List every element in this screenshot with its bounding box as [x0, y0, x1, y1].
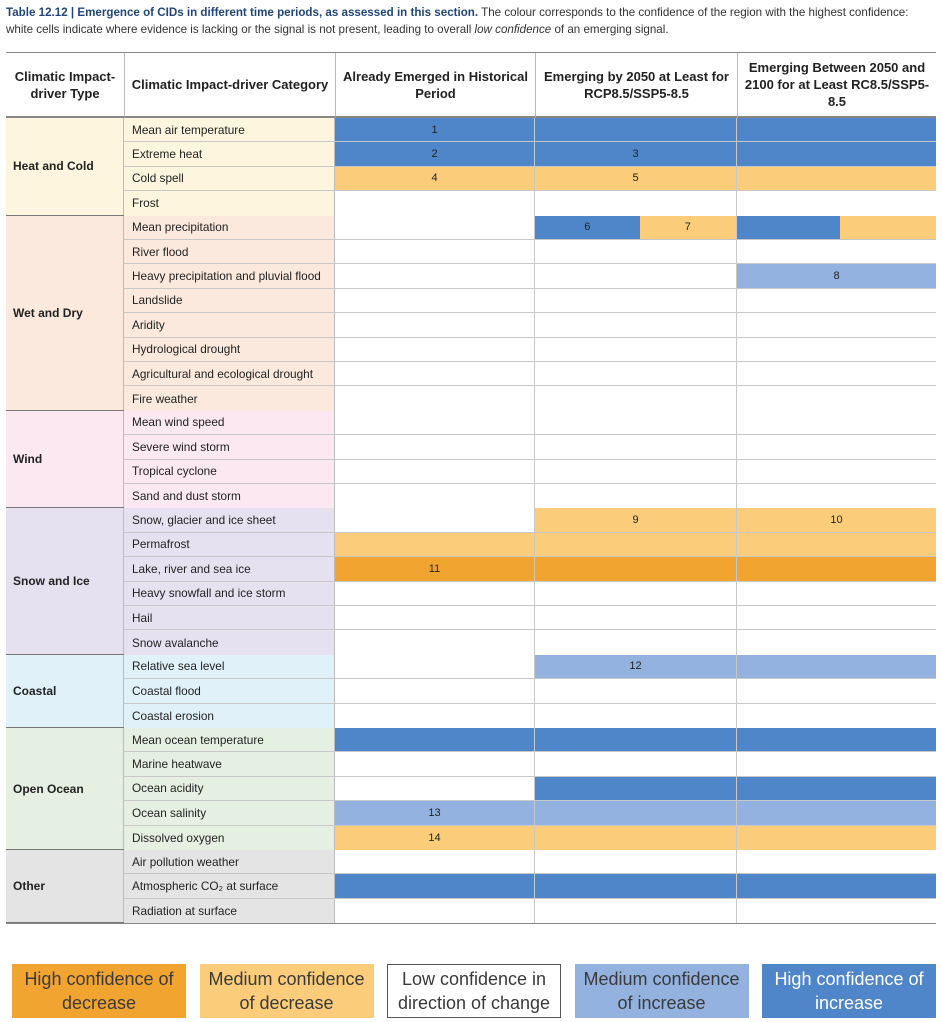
table-row — [124, 508, 936, 532]
cell-c2100 — [737, 728, 936, 751]
cell-c2100 — [737, 484, 936, 508]
category-label: Mean air temperature — [124, 118, 335, 141]
cell-c2100 — [737, 557, 936, 580]
legend-high-increase: High confidence of increase — [762, 964, 936, 1018]
cell-hist — [335, 118, 535, 141]
cell-hist — [335, 850, 535, 873]
cell-hist — [335, 191, 535, 215]
cell-c2100 — [737, 533, 936, 556]
header-historical: Already Emerged in Historical Period — [335, 53, 535, 118]
table-row — [124, 850, 936, 874]
cell-hist — [335, 289, 535, 312]
category-label: Dissolved oxygen — [124, 826, 335, 850]
cell-c2050 — [535, 533, 737, 556]
cell-hist — [335, 167, 535, 190]
cell-c2050 — [535, 313, 737, 336]
header-2050: Emerging by 2050 at Least for RCP8.5/SSP5-8.5 — [535, 53, 737, 118]
category-label: Marine heatwave — [124, 752, 335, 775]
cell-c2100 — [737, 899, 936, 923]
category-label: Heavy snowfall and ice storm — [124, 582, 335, 605]
cell-c2100 — [737, 850, 936, 873]
cell-hist — [335, 435, 535, 458]
cell-c2050 — [535, 435, 737, 458]
cell-hist — [335, 606, 535, 629]
cell-c2100 — [737, 508, 936, 531]
cell-c2050 — [535, 508, 737, 531]
cell-hist — [335, 362, 535, 385]
footnote-number: 3 — [632, 148, 639, 161]
cell-hist — [335, 508, 535, 531]
category-label: Landslide — [124, 289, 335, 312]
category-label: Permafrost — [124, 533, 335, 556]
cell-c2050 — [535, 826, 737, 850]
footnote-number: 6 — [584, 221, 591, 234]
cell-hist — [335, 801, 535, 824]
cell-hist — [335, 460, 535, 483]
cell-hist — [335, 264, 535, 287]
cell-hist — [335, 313, 535, 336]
table-row — [124, 655, 936, 679]
cell-hist — [335, 899, 535, 923]
cell-c2100 — [737, 118, 936, 141]
group-other — [6, 850, 936, 923]
table-row — [124, 264, 936, 288]
table-row — [124, 728, 936, 752]
legend-med-decrease: Medium confidence of decrease — [200, 964, 374, 1018]
cell-hist — [335, 533, 535, 556]
cell-hist — [335, 411, 535, 434]
type-label: Snow and Ice — [6, 508, 124, 653]
cell-c2050 — [535, 142, 737, 165]
cell-hist — [335, 777, 535, 800]
cell-c2100 — [737, 606, 936, 629]
table-row — [124, 460, 936, 484]
table-row — [124, 801, 936, 825]
cell-hist — [335, 142, 535, 165]
cell-c2050 — [535, 899, 737, 923]
cell-c2100 — [737, 582, 936, 605]
cell-half-a — [535, 216, 640, 239]
category-label: Fire weather — [124, 386, 335, 410]
category-label: Coastal flood — [124, 679, 335, 702]
cell-c2100 — [737, 167, 936, 190]
cell-c2100 — [737, 240, 936, 263]
category-label: Cold spell — [124, 167, 335, 190]
category-label: Mean ocean temperature — [124, 728, 335, 751]
cell-c2050 — [535, 606, 737, 629]
table-row — [124, 289, 936, 313]
cell-half-a — [737, 216, 840, 239]
table-row — [124, 484, 936, 508]
category-label: Snow, glacier and ice sheet — [124, 508, 335, 531]
cell-c2100 — [737, 216, 936, 239]
cell-hist — [335, 338, 535, 361]
table-row — [124, 435, 936, 459]
table-row — [124, 630, 936, 654]
cell-c2050 — [535, 582, 737, 605]
category-label: Frost — [124, 191, 335, 215]
caption-italic: low confidence — [474, 23, 552, 36]
caption-title: Emergence of CIDs in different time periods, as assessed in this section. — [77, 6, 479, 19]
cell-c2050 — [535, 386, 737, 410]
table-row — [124, 386, 936, 410]
category-label: Mean wind speed — [124, 411, 335, 434]
table-row — [124, 557, 936, 581]
type-label: Wind — [6, 411, 124, 508]
group-snow-and-ice — [6, 508, 936, 654]
category-label: Coastal erosion — [124, 704, 335, 728]
footnote-number: 4 — [431, 172, 438, 185]
cell-c2050 — [535, 704, 737, 728]
table-row — [124, 313, 936, 337]
table-caption — [6, 4, 938, 38]
legend-low: Low confidence in direction of change — [387, 964, 561, 1018]
type-label: Other — [6, 850, 124, 922]
cell-c2100 — [737, 752, 936, 775]
header-category: Climatic Impact-driver Category — [124, 53, 335, 118]
cell-c2100 — [737, 801, 936, 824]
cell-c2050 — [535, 752, 737, 775]
category-label: Radiation at surface — [124, 899, 335, 923]
cell-c2100 — [737, 679, 936, 702]
table-row — [124, 362, 936, 386]
category-label: Hydrological drought — [124, 338, 335, 361]
cell-c2100 — [737, 435, 936, 458]
table-row — [124, 826, 936, 850]
footnote-number: 14 — [428, 831, 441, 844]
footnote-number: 9 — [632, 514, 639, 527]
category-label: Air pollution weather — [124, 850, 335, 873]
category-label: Heavy precipitation and pluvial flood — [124, 264, 335, 287]
legend-high-decrease: High confidence of decrease — [12, 964, 186, 1018]
table-row — [124, 338, 936, 362]
table-row — [124, 216, 936, 240]
category-label: Snow avalanche — [124, 630, 335, 654]
cell-hist — [335, 240, 535, 263]
type-label: Wet and Dry — [6, 216, 124, 410]
footnote-number: 11 — [428, 562, 441, 575]
group-wet-and-dry — [6, 216, 936, 411]
table-row — [124, 874, 936, 898]
header-2100: Emerging Between 2050 and 2100 for at Least RC8.5/SSP5-8.5 — [737, 53, 936, 118]
table-row — [124, 240, 936, 264]
cell-c2050 — [535, 460, 737, 483]
category-label: Atmospheric CO₂ at surface — [124, 874, 335, 897]
header-type: Climatic Impact-driver Type — [6, 53, 124, 118]
table-row — [124, 752, 936, 776]
table-row — [124, 167, 936, 191]
cell-c2100 — [737, 777, 936, 800]
cell-c2100 — [737, 460, 936, 483]
cell-hist — [335, 874, 535, 897]
cell-c2050 — [535, 167, 737, 190]
legend — [12, 964, 936, 1018]
category-label: Tropical cyclone — [124, 460, 335, 483]
cell-c2050 — [535, 362, 737, 385]
cell-c2100 — [737, 142, 936, 165]
table-row — [124, 582, 936, 606]
cell-c2050 — [535, 118, 737, 141]
footnote-number: 2 — [431, 148, 438, 161]
cell-c2050 — [535, 630, 737, 654]
cell-hist — [335, 582, 535, 605]
cell-hist — [335, 704, 535, 728]
group-heat-and-cold — [6, 118, 936, 216]
category-label: River flood — [124, 240, 335, 263]
group-coastal — [6, 655, 936, 728]
category-label: Agricultural and ecological drought — [124, 362, 335, 385]
cell-c2050 — [535, 289, 737, 312]
cid-emergence-table — [6, 52, 936, 924]
table-row — [124, 777, 936, 801]
cell-c2050 — [535, 777, 737, 800]
cell-c2050 — [535, 557, 737, 580]
cell-hist — [335, 386, 535, 410]
cell-c2100 — [737, 826, 936, 850]
footnote-number: 8 — [833, 270, 840, 283]
category-label: Mean precipitation — [124, 216, 335, 239]
footnote-number: 10 — [830, 514, 843, 527]
category-label: Aridity — [124, 313, 335, 336]
table-row — [124, 191, 936, 215]
caption-text-before: The colour corresponds to the confidence of the region with the highest confidence: white cells indicate where evidence is lacking or the signal is not present, leading to overall — [6, 6, 909, 36]
group-open-ocean — [6, 728, 936, 850]
cell-c2050 — [535, 484, 737, 508]
cell-c2050 — [535, 655, 737, 678]
cell-half-b — [840, 216, 936, 239]
category-label: Lake, river and sea ice — [124, 557, 335, 580]
cell-c2050 — [535, 411, 737, 434]
type-label: Heat and Cold — [6, 118, 124, 215]
cell-c2100 — [737, 655, 936, 678]
cell-c2100 — [737, 191, 936, 215]
cell-c2050 — [535, 850, 737, 873]
table-row — [124, 142, 936, 166]
cell-hist — [335, 216, 535, 239]
cell-c2100 — [737, 874, 936, 897]
table-row — [124, 704, 936, 728]
cell-c2050 — [535, 191, 737, 215]
cell-c2100 — [737, 338, 936, 361]
legend-med-increase: Medium confidence of increase — [575, 964, 749, 1018]
category-label: Sand and dust storm — [124, 484, 335, 508]
category-label: Extreme heat — [124, 142, 335, 165]
table-row — [124, 679, 936, 703]
cell-c2100 — [737, 630, 936, 654]
cell-hist — [335, 630, 535, 654]
type-label: Open Ocean — [6, 728, 124, 849]
cell-c2050 — [535, 801, 737, 824]
category-label: Severe wind storm — [124, 435, 335, 458]
footnote-number: 7 — [684, 221, 691, 234]
cell-c2100 — [737, 289, 936, 312]
cell-c2100 — [737, 704, 936, 728]
table-row — [124, 606, 936, 630]
group-wind — [6, 411, 936, 509]
table-row — [124, 411, 936, 435]
cell-c2050 — [535, 874, 737, 897]
cell-c2100 — [737, 411, 936, 434]
cell-hist — [335, 484, 535, 508]
table-row — [124, 899, 936, 923]
cell-c2100 — [737, 386, 936, 410]
footnote-number: 13 — [428, 806, 441, 819]
table-row — [124, 118, 936, 142]
category-label: Ocean acidity — [124, 777, 335, 800]
category-label: Ocean salinity — [124, 801, 335, 824]
footnote-number: 12 — [629, 660, 642, 673]
footnote-number: 1 — [431, 123, 438, 136]
category-label: Hail — [124, 606, 335, 629]
cell-c2050 — [535, 679, 737, 702]
type-label: Coastal — [6, 655, 124, 727]
cell-half-b — [640, 216, 736, 239]
category-label: Relative sea level — [124, 655, 335, 678]
cell-hist — [335, 557, 535, 580]
footnote-number: 5 — [632, 172, 639, 185]
cell-hist — [335, 752, 535, 775]
caption-text-after: of an emerging signal. — [554, 23, 669, 36]
cell-hist — [335, 679, 535, 702]
cell-c2050 — [535, 240, 737, 263]
cell-c2050 — [535, 216, 737, 239]
cell-c2100 — [737, 313, 936, 336]
cell-c2050 — [535, 264, 737, 287]
cell-hist — [335, 655, 535, 678]
cell-c2100 — [737, 264, 936, 287]
cell-c2050 — [535, 338, 737, 361]
cell-c2100 — [737, 362, 936, 385]
table-row — [124, 533, 936, 557]
caption-label: Table 12.12 | — [6, 6, 75, 19]
cell-hist — [335, 728, 535, 751]
cell-c2050 — [535, 728, 737, 751]
cell-hist — [335, 826, 535, 850]
